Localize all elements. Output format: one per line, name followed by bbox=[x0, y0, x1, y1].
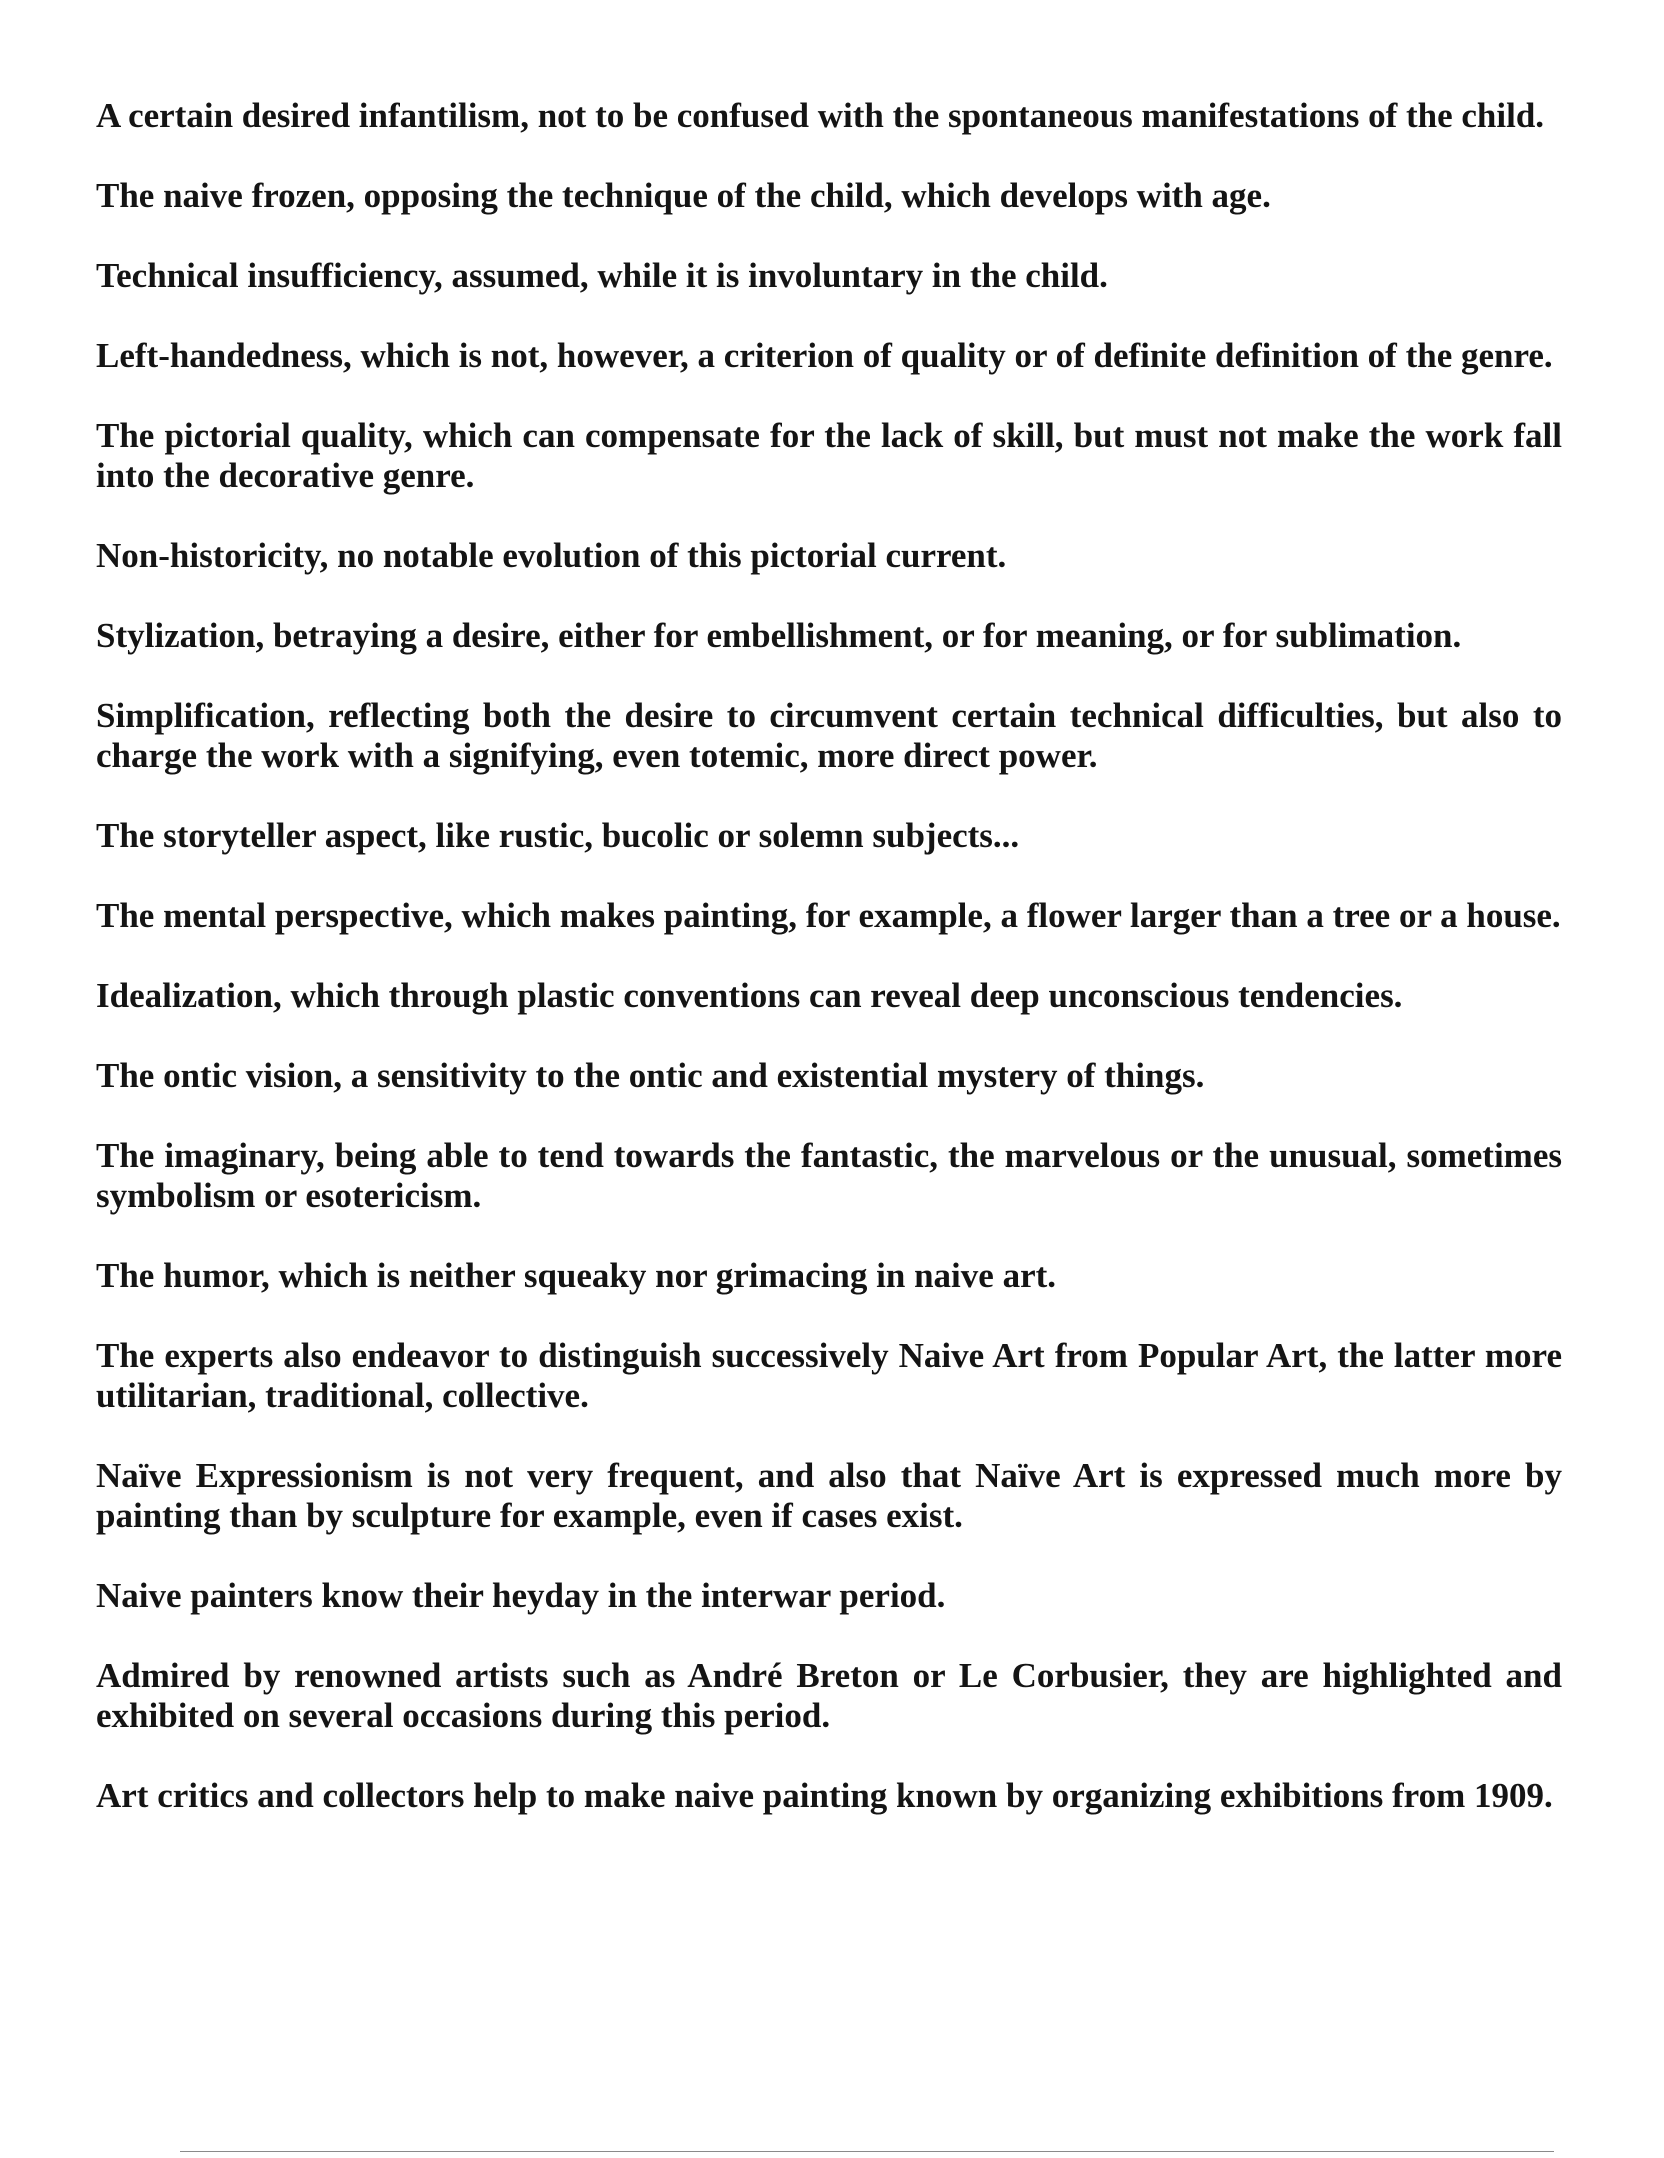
paragraph-stylization: Stylization, betraying a desire, either for embellishment, or for meaning, or for sublimation. bbox=[96, 616, 1462, 655]
paragraph-non-historicity: Non-historicity, no notable evolution of this pictorial current. bbox=[96, 536, 1007, 575]
paragraph-art-critics: Art critics and collectors help to make naive painting known by organizing exhibitions from 1909. bbox=[96, 1776, 1553, 1815]
paragraph-idealization: Idealization, which through plastic conventions can reveal deep unconscious tendencies. bbox=[96, 976, 1403, 1015]
paragraph-ontic-vision: The ontic vision, a sensitivity to the ontic and existential mystery of things. bbox=[96, 1056, 1205, 1095]
paragraph-humor: The humor, which is neither squeaky nor grimacing in naive art. bbox=[96, 1256, 1057, 1295]
paragraph-technical-insufficiency: Technical insufficiency, assumed, while it is involuntary in the child. bbox=[96, 256, 1108, 295]
paragraph-heyday: Naive painters know their heyday in the interwar period. bbox=[96, 1576, 946, 1615]
document-body bbox=[96, 96, 1562, 1856]
paragraph-infantilism: A certain desired infantilism, not to be confused with the spontaneous manifestations of the child. bbox=[96, 96, 1545, 135]
paragraph-naive-expressionism: Naïve Expressionism is not very frequent, and also that Naïve Art is expressed much more by painting than by sculpture for example, even if cases exist. bbox=[96, 1456, 1562, 1535]
paragraph-pictorial-quality: The pictorial quality, which can compensate for the lack of skill, but must not make the work fall into the decorative genre. bbox=[96, 416, 1562, 495]
paragraph-imaginary: The imaginary, being able to tend towards the fantastic, the marvelous or the unusual, sometimes symbolism or esotericism. bbox=[96, 1136, 1562, 1215]
paragraph-left-handedness: Left-handedness, which is not, however, a criterion of quality or of definite definition of the genre. bbox=[96, 336, 1553, 375]
paragraph-naive-frozen: The naive frozen, opposing the technique of the child, which develops with age. bbox=[96, 176, 1271, 215]
paragraph-mental-perspective: The mental perspective, which makes painting, for example, a flower larger than a tree or a house. bbox=[96, 896, 1561, 935]
paragraph-simplification: Simplification, reflecting both the desire to circumvent certain technical difficulties, but also to charge the work with a signifying, even totemic, more direct power. bbox=[96, 696, 1562, 775]
paragraph-admired: Admired by renowned artists such as André Breton or Le Corbusier, they are highlighted and exhibited on several occasions during this period. bbox=[96, 1656, 1562, 1735]
page-bottom-rule bbox=[180, 2151, 1554, 2152]
paragraph-experts: The experts also endeavor to distinguish successively Naive Art from Popular Art, the latter more utilitarian, traditional, collective. bbox=[96, 1336, 1562, 1415]
paragraph-storyteller: The storyteller aspect, like rustic, bucolic or solemn subjects... bbox=[96, 816, 1020, 855]
